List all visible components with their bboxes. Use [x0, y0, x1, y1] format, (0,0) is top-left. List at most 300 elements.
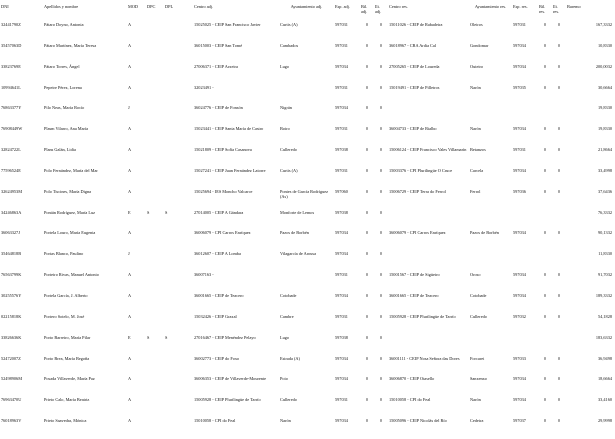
cell-reserved-council [469, 335, 512, 356]
cell-assigned-council: Boiro [280, 126, 290, 132]
cell-reserved-ili: 0 [557, 292, 561, 298]
cell-reserved-specialty: 597034 [513, 63, 526, 69]
column-header-assigned-specialty: Esp. adj. [335, 4, 350, 9]
cell-reserved-council: Culleredo [470, 313, 487, 319]
cell-dpc: S [147, 334, 150, 340]
cell-dpc [146, 105, 164, 126]
table-row [0, 272, 615, 293]
cell-reserved-ili: 0 [557, 313, 561, 319]
cell-assigned-school: 36015003 - CEIP San Tomé [194, 42, 243, 48]
cell-assigned-council: Curtis (A) [280, 167, 298, 173]
table-row [0, 189, 615, 210]
cell-reserved-bil: 0 [543, 167, 547, 173]
cell-name: Pilo Neas, María Rocío [44, 105, 85, 111]
cell-assigned-bil: 0 [365, 292, 369, 298]
cell-score: 167,3332 [595, 22, 612, 27]
cell-reserved-specialty: 597034 [513, 167, 526, 173]
cell-reserved-school: 36001111 - CEIP Nosa Señora das Dores [389, 355, 460, 361]
cell-dpl [164, 105, 193, 126]
cell-dni: 52472007Z [1, 355, 21, 361]
cell-assigned-ili: 0 [379, 251, 383, 257]
cell-score: 189,3332 [595, 292, 612, 298]
cell-reserved-specialty: 597034 [513, 376, 526, 382]
cell-assigned-ili: 0 [379, 209, 383, 215]
cell-dni: 76908449W [1, 126, 23, 132]
cell-dpl [164, 293, 193, 314]
cell-reserved-ili: 0 [557, 272, 561, 278]
cell-assigned-council: Cotobade [280, 292, 297, 298]
cell-assigned-school: 27014005 - CEIP A Gándara [194, 209, 244, 215]
cell-assigned-bil: 0 [365, 272, 369, 278]
cell-score: 183,6332 [595, 334, 612, 340]
cell-assigned-bil: 0 [365, 105, 369, 111]
cell-reserved-council: Narón [470, 84, 481, 90]
cell-assigned-ili: 0 [379, 376, 383, 382]
cell-score: 200,0032 [595, 63, 612, 69]
cell-mod: A [128, 313, 132, 319]
cell-dpc [146, 397, 164, 418]
cell-mod: J [128, 251, 130, 257]
cell-reserved-school: 36001665 - CEIP de Teacero [389, 292, 439, 298]
cell-score: 10,8330 [598, 42, 612, 48]
cell-dni: 76018963V [1, 418, 22, 424]
cell-reserved-bil: 0 [543, 126, 547, 132]
column-header-dpl: DPL [165, 4, 174, 9]
cell-assigned-specialty: 597031 [335, 42, 348, 48]
column-header-reserved-council: Ayuntamiento res. [474, 4, 507, 9]
column-header-mod: MOD [128, 4, 139, 9]
cell-mod: A [128, 167, 132, 173]
cell-dpl [164, 22, 193, 43]
cell-reserved-council: Narón [470, 397, 481, 403]
cell-assigned-ili: 0 [379, 292, 383, 298]
cell-assigned-school: 32023491 - [194, 84, 214, 90]
cell-assigned-school: 15032426 - CEIP Graxal [194, 313, 237, 319]
cell-name: Pátaro Torres, Ángel [44, 63, 80, 69]
cell-mod: J [128, 105, 130, 111]
cell-assigned-bil: 0 [365, 84, 369, 90]
table-row [0, 168, 615, 189]
cell-score: 90,1332 [598, 230, 612, 236]
cell-reserved-council: Cotobade [470, 292, 487, 298]
cell-reserved-bil: 0 [543, 292, 547, 298]
cell-assigned-ili: 0 [379, 418, 383, 424]
cell-mod: A [128, 292, 132, 298]
cell-reserved-bil [538, 335, 552, 356]
cell-assigned-specialty: 597031 [335, 84, 348, 90]
cell-mod: A [128, 188, 132, 194]
cell-reserved-specialty [512, 210, 538, 231]
cell-assigned-specialty: 597060 [335, 188, 348, 194]
cell-dpl [164, 64, 193, 85]
cell-assigned-ili: 0 [379, 272, 383, 278]
column-header-assigned-school: Centro adj. [194, 4, 214, 9]
cell-dpc [146, 356, 164, 377]
cell-reserved-school: 15019491 - CEIP de Pilletros [389, 84, 440, 90]
cell-assigned-ili: 0 [379, 167, 383, 173]
cell-assigned-bil: 0 [365, 42, 369, 48]
cell-assigned-ili: 0 [379, 188, 383, 194]
cell-reserved-ili: 0 [557, 42, 561, 48]
cell-score: 30,6664 [598, 84, 612, 90]
cell-dni: 76563799K [1, 272, 22, 278]
table-row [0, 251, 615, 272]
cell-mod: A [128, 230, 132, 236]
cell-reserved-specialty: 597034 [513, 292, 526, 298]
cell-assigned-specialty: 597031 [335, 167, 348, 173]
cell-dpc [146, 22, 164, 43]
cell-reserved-council: Forcarei [470, 355, 485, 361]
cell-assigned-ili: 0 [379, 126, 383, 132]
cell-assigned-ili: 0 [379, 147, 383, 153]
table-row [0, 22, 615, 43]
cell-reserved-ili: 0 [557, 355, 561, 361]
cell-assigned-bil: 0 [365, 63, 369, 69]
column-header-assigned-bil: Bil. adj. [361, 4, 368, 15]
cell-assigned-ili: 0 [379, 230, 383, 236]
cell-reserved-ili [552, 251, 566, 272]
cell-reserved-council: Ferrol [470, 188, 481, 194]
cell-assigned-school: 36006353 - CEIP de Villaverde-Mourente [194, 376, 267, 382]
cell-dpc [146, 168, 164, 189]
cell-reserved-bil [538, 210, 552, 231]
cell-assigned-council [279, 272, 334, 293]
cell-name: Porto Brea, María Begoña [44, 355, 90, 361]
cell-reserved-school: 15005928 - CEIP Plurilingüe de Tarrío [389, 313, 456, 319]
cell-reserved-council: Pazos de Borbén [470, 230, 499, 236]
cell-assigned-council: Narón [280, 418, 291, 424]
cell-score: 21,8664 [598, 147, 612, 153]
cell-assigned-council: Curtis (A) [280, 22, 298, 27]
cell-assigned-specialty: 597034 [335, 63, 348, 69]
cell-reserved-specialty: 597034 [513, 126, 526, 132]
cell-reserved-ili: 0 [557, 188, 561, 194]
cell-assigned-specialty: 597031 [335, 313, 348, 319]
column-header-name: Apellidos y nombre [44, 4, 79, 9]
cell-reserved-school: 36006870 - CEIP Otasello [389, 376, 435, 382]
cell-reserved-school: 36018967 - CRA Ardia Cal [389, 42, 437, 48]
cell-reserved-ili: 0 [557, 167, 561, 173]
cell-reserved-council: Gondomar [470, 42, 489, 48]
cell-reserved-council [469, 105, 512, 126]
cell-mod: A [128, 63, 132, 69]
cell-assigned-specialty: 597031 [335, 126, 348, 132]
cell-assigned-council: Poio [280, 376, 288, 382]
cell-name: Polo Tiscines, María Digna [44, 188, 92, 194]
cell-reserved-specialty: 597033 [513, 355, 526, 361]
cell-assigned-school: 36024776 - CEIP de Fonsón [194, 105, 243, 111]
cell-dni: 35464818B [1, 251, 22, 257]
cell-assigned-ili: 0 [379, 105, 383, 111]
cell-assigned-council: Vilagarcía de Arousa [280, 251, 317, 257]
cell-assigned-council: Nigrán [280, 105, 292, 111]
table-row [0, 64, 615, 85]
cell-assigned-council: Monforte de Lemos [280, 209, 315, 215]
table-row [0, 356, 615, 377]
cell-assigned-ili: 0 [379, 313, 383, 319]
cell-score: 33,4998 [598, 167, 612, 173]
cell-reserved-bil: 0 [543, 22, 547, 27]
cell-assigned-specialty: 597031 [335, 397, 348, 403]
cell-mod: A [128, 355, 132, 361]
cell-name: Pontán Rodríguez, María Luz [44, 209, 96, 215]
cell-assigned-ili: 0 [379, 63, 383, 69]
cell-reserved-school [388, 335, 469, 356]
table-row [0, 147, 615, 168]
cell-assigned-school: 36012607 - CEIP A Lomba [194, 251, 241, 257]
cell-reserved-council [469, 210, 512, 231]
cell-dpl [164, 397, 193, 418]
cell-name: Porteiro Rivas, Manuel Antonio [44, 272, 99, 278]
cell-reserved-specialty: 597036 [513, 188, 526, 194]
cell-reserved-bil [538, 105, 552, 126]
cell-assigned-council: Lugo [280, 334, 290, 340]
cell-assigned-bil: 0 [365, 334, 369, 340]
cell-assigned-bil: 0 [365, 251, 369, 257]
cell-assigned-bil: 0 [365, 355, 369, 361]
cell-dni: 02215818K [1, 313, 22, 319]
cell-assigned-council: Cambre [280, 313, 294, 319]
column-header-score: Baremo [567, 4, 581, 9]
column-header-dpc: DPC [147, 4, 156, 9]
cell-name: Plans Galán, Lidia [44, 147, 76, 153]
cell-reserved-specialty: 597034 [513, 42, 526, 48]
cell-reserved-school: 27005265 - CEIP de Loureda [389, 63, 440, 69]
table-body [0, 22, 615, 439]
cell-assigned-school: 36006079 - CPI Carros Enríquez [194, 230, 251, 236]
cell-dpc [146, 418, 164, 439]
cell-reserved-council: Carcela [470, 167, 484, 173]
column-header-assigned-ili: Ili. adj. [375, 4, 382, 15]
cell-score: 76,3332 [598, 209, 612, 215]
cell-dpc: S [147, 209, 150, 215]
cell-reserved-ili [552, 105, 566, 126]
cell-reserved-school: 15011026 - CEIP de Rabadeira [389, 22, 443, 27]
cell-dni: 52498906M [1, 376, 23, 382]
cell-reserved-bil: 0 [543, 272, 547, 278]
cell-assigned-council: Culleredo [280, 397, 297, 403]
cell-assigned-school: 15027241 - CEIP Juan Fernández Latorre [194, 167, 266, 173]
cell-dpl [164, 314, 193, 335]
cell-reserved-bil: 0 [543, 313, 547, 319]
cell-reserved-school: 15006729 - CEIP Terra do Ferrol [389, 188, 446, 194]
cell-reserved-school: 15006124 - CEIP Francisco Vales Villamarín [389, 147, 467, 153]
cell-reserved-school: 36004733 - CEIP de Rialbo [389, 126, 437, 132]
cell-dpc [146, 314, 164, 335]
column-header-reserved-bil: Bil. res. [539, 4, 546, 15]
cell-reserved-school: 15003376 - CPI Plurilingüe O Cruce [389, 167, 453, 173]
cell-dni: 36063327J [1, 230, 20, 236]
cell-reserved-bil: 0 [543, 147, 547, 153]
cell-reserved-bil: 0 [543, 188, 547, 194]
cell-reserved-specialty: 597034 [513, 230, 526, 236]
cell-assigned-council: Culleredo [280, 147, 297, 153]
cell-assigned-council: Lugo [280, 63, 290, 69]
cell-reserved-specialty: 597034 [513, 272, 526, 278]
cell-assigned-council: Pontes de García Rodríguez (As) [280, 188, 329, 199]
cell-dpl [164, 189, 193, 210]
table-row [0, 230, 615, 251]
cell-assigned-school: 36001665 - CEIP de Teacero [194, 292, 244, 298]
cell-reserved-ili [552, 335, 566, 356]
cell-dpc [146, 64, 164, 85]
cell-dni: 33823769E [1, 63, 21, 69]
cell-assigned-bil: 0 [365, 22, 369, 27]
cell-dni: 76963470U [1, 397, 22, 403]
cell-reserved-school: 15010058 - CPI do Feal [389, 397, 431, 403]
cell-mod: A [128, 418, 132, 424]
cell-reserved-council: Narón [470, 126, 481, 132]
table-row [0, 105, 615, 126]
column-header-reserved-specialty: Esp. res. [513, 4, 528, 9]
cell-score: 29,9998 [598, 418, 612, 424]
cell-dpc [146, 85, 164, 106]
cell-dni: 77596524E [1, 167, 21, 173]
cell-reserved-ili: 0 [557, 397, 561, 403]
cell-reserved-specialty [512, 251, 538, 272]
cell-name: Polo Fernández, María del Mar [44, 167, 98, 173]
cell-name: Portela García, J. Alberto [44, 292, 88, 298]
table-row [0, 85, 615, 106]
cell-assigned-school: 36002773 - CEIP do Foxo [194, 355, 240, 361]
cell-reserved-ili: 0 [557, 376, 561, 382]
cell-reserved-specialty: 597032 [513, 313, 526, 319]
cell-reserved-specialty [512, 105, 538, 126]
cell-score: 18,6664 [598, 376, 612, 382]
cell-assigned-bil: 0 [365, 188, 369, 194]
column-header-reserved-ili: Ili. res. [553, 4, 560, 15]
cell-assigned-council: Estrada (A) [280, 355, 300, 361]
cell-score: 33,4160 [598, 397, 612, 403]
cell-assigned-ili: 0 [379, 42, 383, 48]
cell-dpc [146, 272, 164, 293]
cell-dpl [164, 272, 193, 293]
cell-dpc [146, 147, 164, 168]
cell-reserved-ili: 0 [557, 84, 561, 90]
cell-reserved-council: Oleiros [470, 22, 483, 27]
cell-reserved-school [388, 251, 469, 272]
cell-assigned-school: 27006371 - CEIP Arxeira [194, 63, 238, 69]
cell-assigned-specialty: 597031 [335, 22, 348, 27]
cell-name: Pátaro Martínez, María Teresa [44, 42, 97, 48]
cell-dni: 10994641L [1, 84, 21, 90]
cell-assigned-specialty: 597034 [335, 376, 348, 382]
cell-assigned-specialty: 597034 [335, 105, 348, 111]
cell-reserved-specialty: 597037 [513, 418, 526, 424]
cell-dpc [146, 43, 164, 64]
cell-assigned-specialty: 597034 [335, 230, 348, 236]
cell-dpc [146, 126, 164, 147]
cell-dni: 30255576Y [1, 292, 22, 298]
cell-dni: 33826636K [1, 334, 22, 340]
cell-mod: A [128, 84, 132, 90]
cell-mod: A [128, 42, 132, 48]
column-header-reserved-school: Centro res. [389, 4, 408, 9]
cell-assigned-specialty: 597038 [335, 209, 348, 215]
cell-reserved-bil: 0 [543, 397, 547, 403]
cell-reserved-bil: 0 [543, 355, 547, 361]
cell-reserved-bil: 0 [543, 84, 547, 90]
cell-name: Plasm Vilarro, Ana María [44, 126, 89, 132]
cell-mod: E [128, 334, 131, 340]
cell-assigned-school: 15010058 - CPI do Feal [194, 418, 236, 424]
cell-dpl [164, 168, 193, 189]
cell-reserved-specialty: 597031 [513, 22, 526, 27]
cell-dpl: S [165, 209, 168, 215]
cell-reserved-bil: 0 [543, 63, 547, 69]
cell-assigned-school: 15005928 - CEIP Plurilingüe de Tarrío [194, 397, 261, 403]
cell-name: Prieto Saavedra, Mónica [44, 418, 87, 424]
cell-assigned-specialty: 597034 [335, 292, 348, 298]
cell-reserved-council: Cedeira [470, 418, 484, 424]
table-row [0, 397, 615, 418]
table-row [0, 293, 615, 314]
cell-reserved-specialty: 597035 [513, 84, 526, 90]
cell-score: 36,9498 [598, 355, 612, 361]
cell-assigned-bil: 0 [365, 397, 369, 403]
cell-assigned-bil: 0 [365, 147, 369, 153]
cell-assigned-bil: 0 [365, 418, 369, 424]
cell-reserved-council: Outeiro [470, 63, 484, 69]
cell-reserved-ili: 0 [557, 22, 561, 27]
cell-mod: A [128, 397, 132, 403]
cell-dni: 35457063D [1, 42, 22, 48]
cell-assigned-bil: 0 [365, 376, 369, 382]
cell-dpl [164, 230, 193, 251]
cell-assigned-specialty: 597038 [335, 147, 348, 153]
cell-reserved-ili: 0 [557, 230, 561, 236]
cell-name: Posada Villaverde, María Paz [44, 376, 95, 382]
cell-score: 19,8330 [598, 126, 612, 132]
cell-assigned-ili: 0 [379, 397, 383, 403]
table-row [0, 210, 615, 231]
cell-name: Portela Louro, María Eugenia [44, 230, 96, 236]
cell-dpl [164, 376, 193, 397]
column-header-dni: DNI [1, 4, 9, 9]
cell-mod: A [128, 147, 132, 153]
cell-assigned-bil: 0 [365, 167, 369, 173]
cell-dpl [164, 85, 193, 106]
cell-dni: 32824722L [1, 147, 21, 153]
cell-score: 19,8330 [598, 105, 612, 111]
cell-reserved-school: 36006079 - CPI Carros Enríquez [389, 230, 446, 236]
table-row [0, 418, 615, 439]
cell-assigned-specialty: 597038 [335, 334, 348, 340]
table-row [0, 126, 615, 147]
column-header-assigned-council: Ayuntamiento adj. [290, 4, 323, 9]
cell-assigned-school: 15025025 - CEIP San Francisco Javier [194, 22, 261, 27]
cell-reserved-school [388, 210, 469, 231]
cell-name: Porto Barreiro, María Pilar [44, 334, 91, 340]
cell-score: 54,1828 [598, 313, 612, 319]
cell-mod: E [128, 209, 131, 215]
cell-assigned-council: Cambados [280, 42, 299, 48]
cell-assigned-specialty: 597034 [335, 355, 348, 361]
cell-reserved-council: Oroso [470, 272, 481, 278]
cell-assigned-school: 27016467 - CEIP Menéndez Pelayo [194, 334, 256, 340]
cell-reserved-bil: 0 [543, 418, 547, 424]
table-row [0, 314, 615, 335]
cell-assigned-specialty: 597031 [335, 272, 348, 278]
cell-mod: A [128, 272, 132, 278]
cell-assigned-school: 15023441 - CEIP Santa María de Castro [194, 126, 264, 132]
cell-name: Prieto Calo, María Beatriz [44, 397, 90, 403]
cell-reserved-specialty: 597034 [513, 397, 526, 403]
cell-assigned-bil: 0 [365, 126, 369, 132]
cell-dpl [164, 147, 193, 168]
cell-dpl [164, 251, 193, 272]
cell-reserved-bil: 0 [543, 376, 547, 382]
